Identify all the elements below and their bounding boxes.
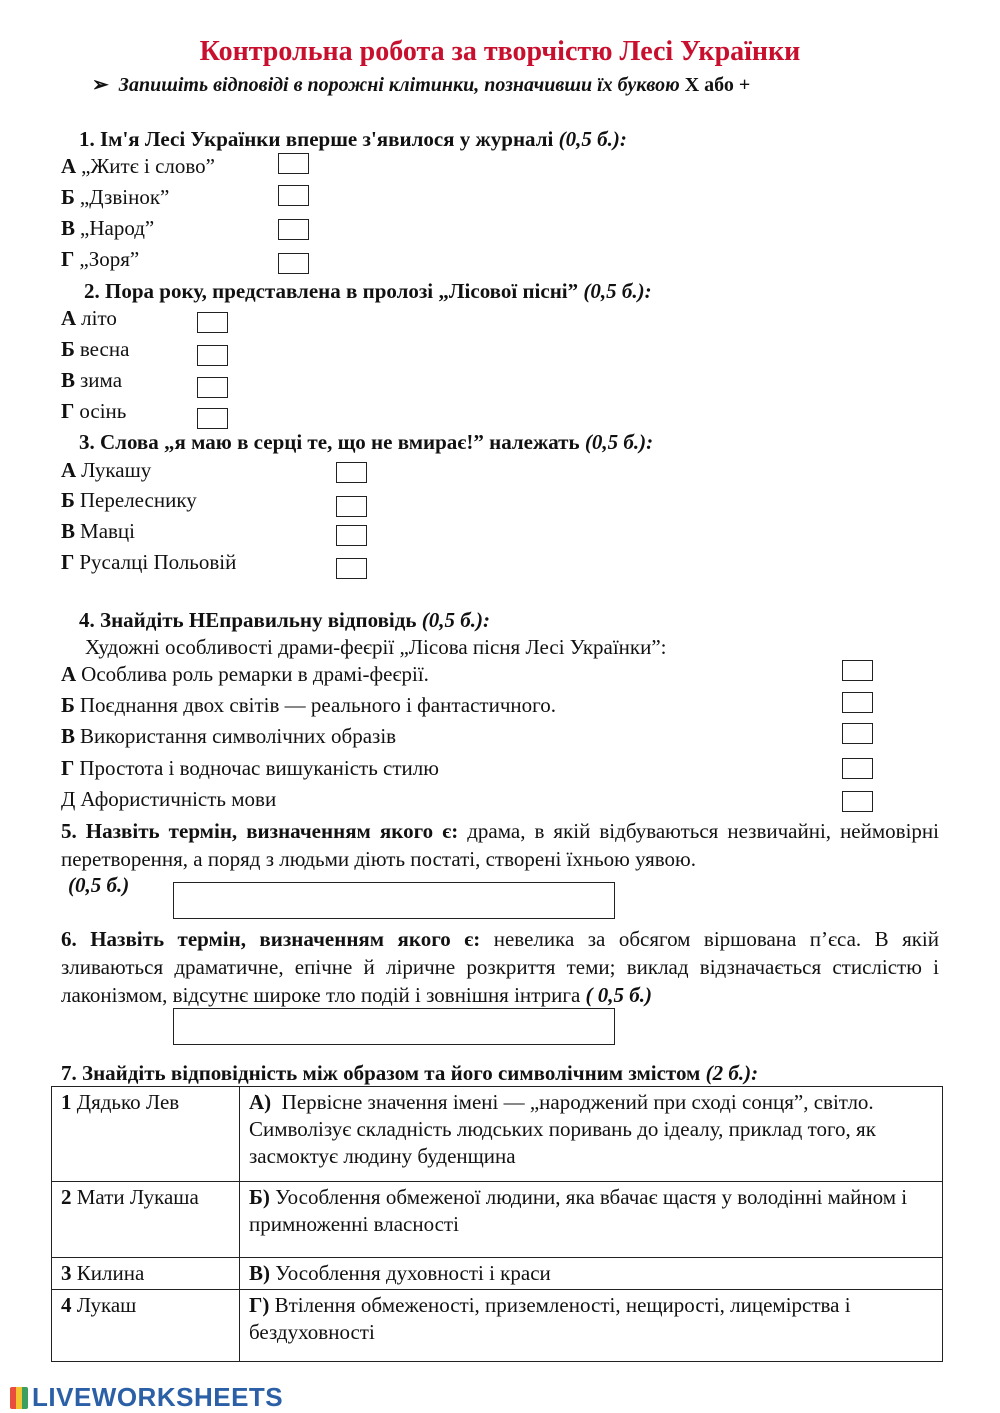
- q2-option-a: А літо: [61, 306, 117, 330]
- question-5-definition: драма, в якій відбуваються незвичайні, неймовірні перетворення, а поряд з людьми діють постаті, створені їхньою уявою.: [61, 819, 939, 871]
- q3-answer-b-checkbox[interactable]: [336, 496, 367, 517]
- table-row: [52, 1182, 943, 1258]
- q4-option-b: Б Поєднання двох світів — реального і фантастичного.: [61, 693, 556, 717]
- question-6-points: ( 0,5 б.): [585, 983, 652, 1007]
- question-7-points: (2 б.):: [705, 1061, 759, 1085]
- q1-answer-a-checkbox[interactable]: [278, 153, 309, 174]
- q4-option-c: В Використання символічних образів: [61, 724, 397, 748]
- q3-answer-a-checkbox[interactable]: [336, 462, 367, 483]
- q2-option-b: Б весна: [61, 337, 130, 361]
- question-1: [79, 127, 627, 152]
- q2-answer-d-checkbox[interactable]: [197, 408, 228, 429]
- q2-option-d: Г осінь: [61, 399, 127, 423]
- question-3-points: (0,5 б.):: [584, 430, 654, 454]
- question-5-label: 5. Назвіть термін, визначенням якого є:: [61, 819, 459, 843]
- image-cell[interactable]: 2 Мати Лукаша: [52, 1182, 240, 1258]
- table-row: [52, 1258, 943, 1290]
- q1-option-d: Г „Зоря”: [61, 247, 140, 271]
- image-cell[interactable]: 1 Дядько Лев: [52, 1087, 240, 1182]
- q3-option-c: В Мавці: [61, 519, 135, 543]
- question-4-subtitle: Художні особливості драми-феєрії „Лісова пісня Лесі Українки”:: [85, 635, 667, 659]
- question-6-definition: невелика за обсягом віршована п’єса. В якій зливаються драматичне, епічне й ліричне розкриття теми; виклад відзначається стислістю і лаконізмом, відсутнє широке тло подій і зовнішня інтрига: [61, 927, 940, 1007]
- q5-answer-field[interactable]: [173, 882, 615, 919]
- q4-option-e: Д Афористичність мови: [61, 787, 277, 811]
- question-4-points: (0,5 б.):: [421, 608, 490, 632]
- q3-answer-c-checkbox[interactable]: [336, 525, 367, 546]
- meaning-cell[interactable]: А) Первісне значення імені — „народжений при сході сонця”, світло. Символізує складність людських поривань до ідеалу, приклад того, як засмоктує людину буденщина: [240, 1087, 943, 1182]
- q3-answer-d-checkbox[interactable]: [336, 558, 367, 579]
- meaning-cell[interactable]: В) Уособлення духовності і краси: [240, 1258, 943, 1290]
- meaning-cell[interactable]: Г) Втілення обмеженості, приземленості, нещирості, лицемірства і бездуховності: [240, 1290, 943, 1362]
- question-4: [79, 608, 490, 633]
- q4-option-a: А Особлива роль ремарки в драмі-феєрії.: [61, 662, 429, 686]
- q3-option-a: А Лукашу: [61, 458, 152, 482]
- question-7-text: 7. Знайдіть відповідність між образом та його символічним змістом: [61, 1061, 701, 1085]
- q2-answer-a-checkbox[interactable]: [197, 312, 228, 333]
- question-2-text: 2. Пора року, представлена в пролозі „Лісової пісні”: [84, 279, 579, 303]
- question-4-text: 4. Знайдіть НЕправильну відповідь: [79, 608, 417, 632]
- q2-option-c: В зима: [61, 368, 123, 392]
- instruction: [92, 72, 750, 97]
- liveworksheets-logo[interactable]: LIVEWORKSHEETS: [10, 1382, 283, 1413]
- liveworksheets-icon: [10, 1387, 28, 1409]
- q1-option-b: Б „Дзвінок”: [61, 185, 170, 209]
- question-3-text: 3. Слова „я маю в серці те, що не вмирає!” належать: [79, 430, 580, 454]
- q1-option-a: А „Житє і слово”: [61, 154, 215, 178]
- q4-answer-d-checkbox[interactable]: [842, 758, 873, 779]
- question-1-text: 1. Ім'я Лесі Українки вперше з'явилося у журналі: [79, 127, 554, 151]
- image-cell[interactable]: 4 Лукаш: [52, 1290, 240, 1362]
- instruction-text: Запишіть відповіді в порожні клітинки, позначивши їх буквою: [118, 74, 680, 96]
- arrow-icon: ➢: [92, 74, 109, 96]
- page-title: Контрольна робота за творчістю Лесі Українки: [199, 36, 801, 67]
- question-2-points: (0,5 б.):: [583, 279, 652, 303]
- q2-answer-b-checkbox[interactable]: [197, 345, 228, 366]
- table-row: [52, 1087, 943, 1182]
- q4-option-d: Г Простота і водночас вишуканість стилю: [61, 756, 439, 780]
- q1-answer-b-checkbox[interactable]: [278, 185, 309, 206]
- q3-option-b: Б Перелеснику: [61, 488, 197, 512]
- question-7: [61, 1061, 758, 1086]
- q3-option-d: Г Русалці Польовій: [61, 550, 237, 574]
- q1-option-c: В „Народ”: [61, 216, 155, 240]
- image-cell[interactable]: 3 Килина: [52, 1258, 240, 1290]
- q4-answer-b-checkbox[interactable]: [842, 692, 873, 713]
- question-1-points: (0,5 б.):: [558, 127, 627, 151]
- instruction-marks: Х або +: [684, 74, 751, 96]
- question-6: [61, 925, 939, 1009]
- q4-answer-c-checkbox[interactable]: [842, 723, 873, 744]
- question-6-label: 6. Назвіть термін, визначенням якого є:: [61, 927, 481, 951]
- question-3: [79, 430, 653, 455]
- question-2: [84, 279, 652, 304]
- q4-answer-a-checkbox[interactable]: [842, 660, 873, 681]
- q1-answer-d-checkbox[interactable]: [278, 253, 309, 274]
- matching-table: [51, 1086, 943, 1362]
- q2-answer-c-checkbox[interactable]: [197, 377, 228, 398]
- question-5-points: (0,5 б.): [68, 873, 130, 897]
- q4-answer-e-checkbox[interactable]: [842, 791, 873, 812]
- q1-answer-c-checkbox[interactable]: [278, 219, 309, 240]
- question-5: [61, 817, 939, 873]
- q6-answer-field[interactable]: [173, 1008, 615, 1045]
- table-row: [52, 1290, 943, 1362]
- meaning-cell[interactable]: Б) Уособлення обмеженої людини, яка вбачає щастя у володінні майном і примноженні власності: [240, 1182, 943, 1258]
